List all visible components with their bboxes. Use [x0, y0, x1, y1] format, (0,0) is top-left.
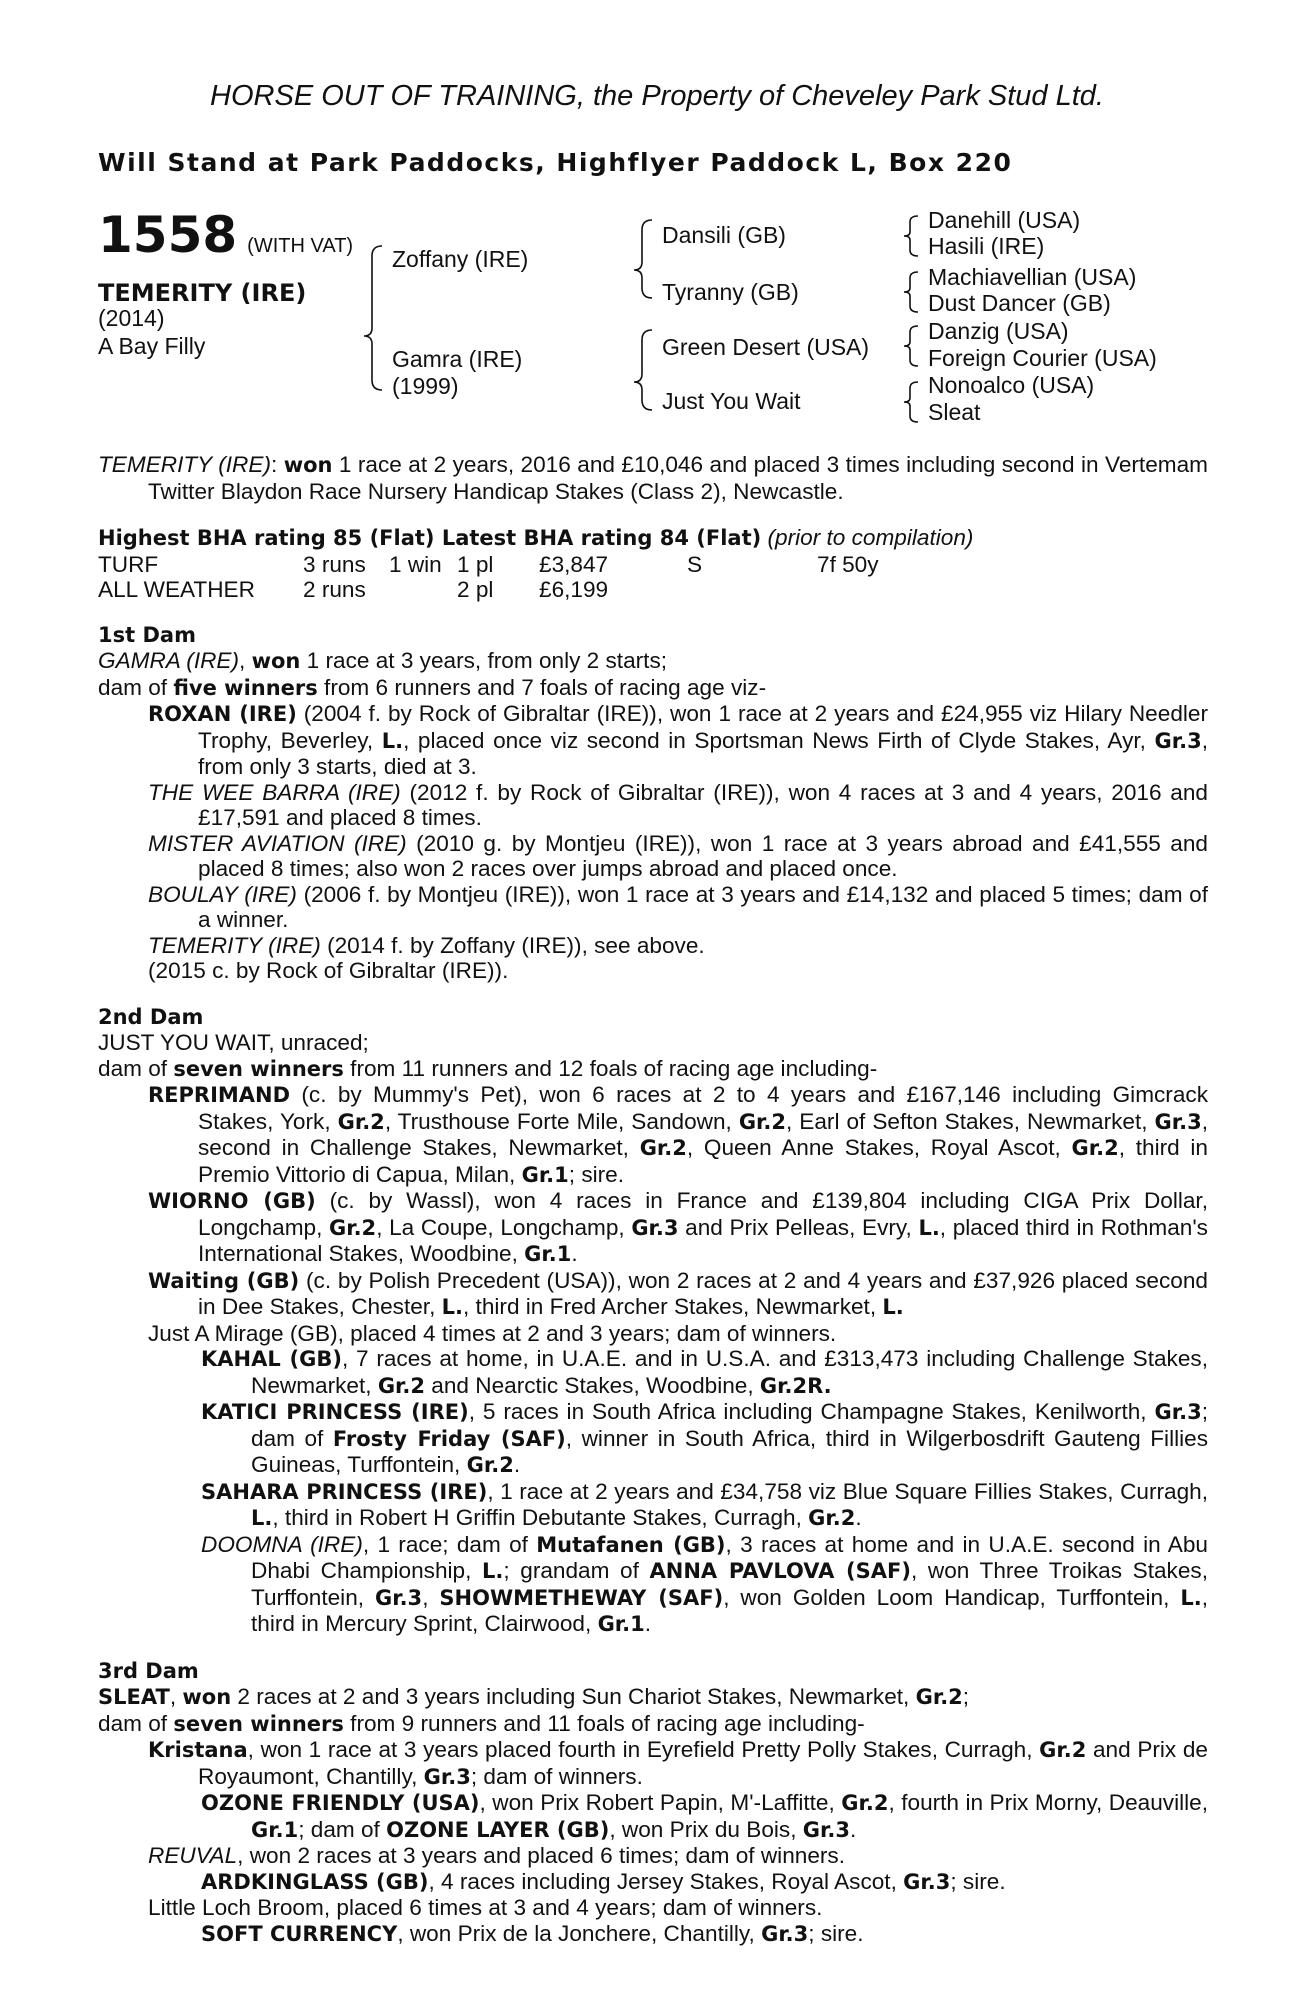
- list-item: SOFT CURRENCY, won Prix de la Jonchere, Chantilly, Gr.3; sire.: [201, 1920, 864, 1946]
- pedigree-dam-dam: Just You Wait: [662, 388, 801, 414]
- list-item: WIORNO (GB) (c. by Wassl), won 4 races in France and £139,804 including CIGA Prix Dollar, Longchamp, Gr.2, La Coupe, Longchamp, Gr.3 and Prix Pelleas, Evry, L., placed third in Rothman's International Stakes, Woodbine, Gr.1.: [148, 1188, 1208, 1266]
- list-item: Just A Mirage (GB), placed 4 times at 2 and 3 years; dam of winners.: [148, 1320, 837, 1346]
- stand-location: Will Stand at Park Paddocks, Highflyer Paddock L, Box 220: [98, 148, 1013, 177]
- second-dam-heading: 2nd Dam: [98, 1004, 204, 1029]
- list-item: KATICI PRINCESS (IRE), 5 races in South Africa including Champagne Stakes, Kenilworth, Gr.3; dam of Frosty Friday (SAF), winner in South Africa, third in Wilgerbosdrift Gauteng Fillies Guineas, Turffontein, Gr.2.: [201, 1399, 1208, 1477]
- list-item: GAMRA (IRE), won 1 race at 3 years, from only 2 starts;: [98, 648, 668, 673]
- pedigree-ggp-3: Machiavellian (USA): [928, 264, 1137, 290]
- pedigree-ggp-6: Foreign Courier (USA): [928, 345, 1157, 371]
- list-item: Waiting (GB) (c. by Polish Precedent (USA)), won 2 races at 2 and 4 years and £37,926 placed second in Dee Stakes, Chester, L., third in Fred Archer Stakes, Newmarket, L.: [148, 1267, 1208, 1319]
- list-item: DOOMNA (IRE), 1 race; dam of Mutafanen (GB), 3 races at home and in U.A.E. second in Abu Dhabi Championship, L.; grandam of ANNA PAVLOVA (SAF), won Three Troikas Stakes, Turffontein, Gr.3, SHOWMETHEWAY (SAF), won Golden Loom Handicap, Turffontein, L., third in Mercury Sprint, Clairwood, Gr.1.: [201, 1531, 1208, 1636]
- list-item: THE WEE BARRA (IRE) (2012 f. by Rock of Gibraltar (IRE)), won 4 races at 3 and 4 years, 2016 and £17,591 and placed 8 times.: [148, 779, 1208, 830]
- pedigree-sire: Zoffany (IRE): [392, 246, 529, 272]
- list-item: (2015 c. by Rock of Gibraltar (IRE)).: [148, 958, 509, 983]
- list-item: dam of five winners from 6 runners and 7 foals of racing age viz-: [98, 674, 767, 700]
- list-item: ARDKINGLASS (GB), 4 races including Jersey Stakes, Royal Ascot, Gr.3; sire.: [201, 1868, 1006, 1894]
- pedigree-sire-sire: Dansili (GB): [662, 222, 786, 248]
- lot-number-value: 1558: [98, 206, 238, 264]
- pedigree-ggp-8: Sleat: [928, 399, 981, 425]
- list-item: JUST YOU WAIT, unraced;: [98, 1030, 369, 1055]
- lot-number: [98, 206, 353, 264]
- race-record-table: [98, 552, 998, 602]
- pedigree-sire-dam: Tyranny (GB): [662, 279, 799, 305]
- list-item: REUVAL, won 2 races at 3 years and placed 6 times; dam of winners.: [148, 1843, 845, 1868]
- horse-description: A Bay Filly: [98, 333, 206, 359]
- pedigree-dam-year: (1999): [392, 373, 459, 399]
- bha-rating: Highest BHA rating 85 (Flat) Latest BHA rating 84 (Flat): [98, 526, 762, 550]
- table-row: ALL WEATHER 2 runs 2 pl £6,199: [98, 576, 609, 602]
- horse-year: (2014): [98, 305, 165, 331]
- vat-label: (WITH VAT): [247, 235, 354, 257]
- horse-name: TEMERITY (IRE): [98, 279, 307, 307]
- pedigree-ggp-2: Hasili (IRE): [928, 233, 1045, 259]
- race-summary: TEMERITY (IRE): won 1 race at 2 years, 2016 and £10,046 and placed 3 times including second in Vertemam Twitter Blaydon Race Nursery Handicap Stakes (Class 2), Newcastle.: [98, 452, 1208, 504]
- pedigree-ggp-4: Dust Dancer (GB): [928, 290, 1111, 316]
- rating-section: [98, 525, 1208, 602]
- list-item: dam of seven winners from 9 runners and 11 foals of racing age including-: [98, 1710, 865, 1736]
- list-item: REPRIMAND (c. by Mummy's Pet), won 6 races at 2 to 4 years and £167,146 including Gimcrack Stakes, York, Gr.2, Trusthouse Forte Mile, Sandown, Gr.2, Earl of Sefton Stakes, Newmarket, Gr.3, second in Challenge Stakes, Newmarket, Gr.2, Queen Anne Stakes, Royal Ascot, Gr.2, third in Premio Vittorio di Capua, Milan, Gr.1; sire.: [148, 1082, 1209, 1187]
- pedigree-ggp-7: Nonoalco (USA): [928, 372, 1095, 398]
- list-item: Kristana, won 1 race at 3 years placed fourth in Eyrefield Pretty Polly Stakes, Curragh, Gr.2 and Prix de Royaumont, Chantilly, Gr.3; dam of winners.: [148, 1737, 1208, 1789]
- list-item: OZONE FRIENDLY (USA), won Prix Robert Papin, M'-Laffitte, Gr.2, fourth in Prix Morny, Deauville, Gr.1; dam of OZONE LAYER (GB), won Prix du Bois, Gr.3.: [201, 1790, 1208, 1842]
- list-item: Little Loch Broom, placed 6 times at 3 and 4 years; dam of winners.: [148, 1895, 823, 1920]
- first-dam-section: [98, 623, 1208, 984]
- pedigree-ggp-1: Danehill (USA): [928, 207, 1081, 233]
- list-item: SAHARA PRINCESS (IRE), 1 race at 2 years and £34,758 viz Blue Square Fillies Stakes, Curragh, L., third in Robert H Griffin Debutante Stakes, Curragh, Gr.2.: [201, 1478, 1209, 1530]
- pedigree-dam: Gamra (IRE): [392, 346, 523, 372]
- list-item: MISTER AVIATION (IRE) (2010 g. by Montjeu (IRE)), won 1 race at 3 years abroad and £41,555 and placed 8 times; also won 2 races over jumps abroad and placed once.: [148, 830, 1208, 881]
- pedigree-ggp-5: Danzig (USA): [928, 318, 1069, 344]
- list-item: TEMERITY (IRE) (2014 f. by Zoffany (IRE)), see above.: [148, 932, 705, 958]
- table-row: TURF 3 runs 1 win 1 pl £3,847 S 7f 50y: [98, 551, 879, 577]
- list-item: KAHAL (GB), 7 races at home, in U.A.E. and in U.S.A. and £313,473 including Challenge Stakes, Newmarket, Gr.2 and Nearctic Stakes, Woodbine, Gr.2R.: [201, 1346, 1208, 1398]
- list-item: SLEAT, won 2 races at 2 and 3 years including Sun Chariot Stakes, Newmarket, Gr.2;: [98, 1684, 970, 1709]
- first-dam-heading: 1st Dam: [98, 622, 196, 647]
- third-dam-section: [98, 1659, 1208, 1948]
- catalogue-body: [98, 452, 1208, 1947]
- page-title: HORSE OUT OF TRAINING, the Property of Cheveley Park Stud Ltd.: [210, 80, 1104, 112]
- list-item: BOULAY (IRE) (2006 f. by Montjeu (IRE)), won 1 race at 3 years and £14,132 and placed 5 times; dam of a winner.: [148, 881, 1208, 932]
- second-dam-section: [98, 1005, 1208, 1638]
- pedigree-dam-sire: Green Desert (USA): [662, 334, 870, 360]
- list-item: ROXAN (IRE) (2004 f. by Rock of Gibraltar (IRE)), won 1 race at 2 years and £24,955 viz Hilary Needler Trophy, Beverley, L., placed once viz second in Sportsman News Firth of Clyde Stakes, Ayr, Gr.3, from only 3 starts, died at 3.: [148, 701, 1208, 779]
- rating-note: (prior to compilation): [767, 525, 974, 550]
- list-item: dam of seven winners from 11 runners and 12 foals of racing age including-: [98, 1055, 878, 1081]
- third-dam-heading: 3rd Dam: [98, 1658, 199, 1683]
